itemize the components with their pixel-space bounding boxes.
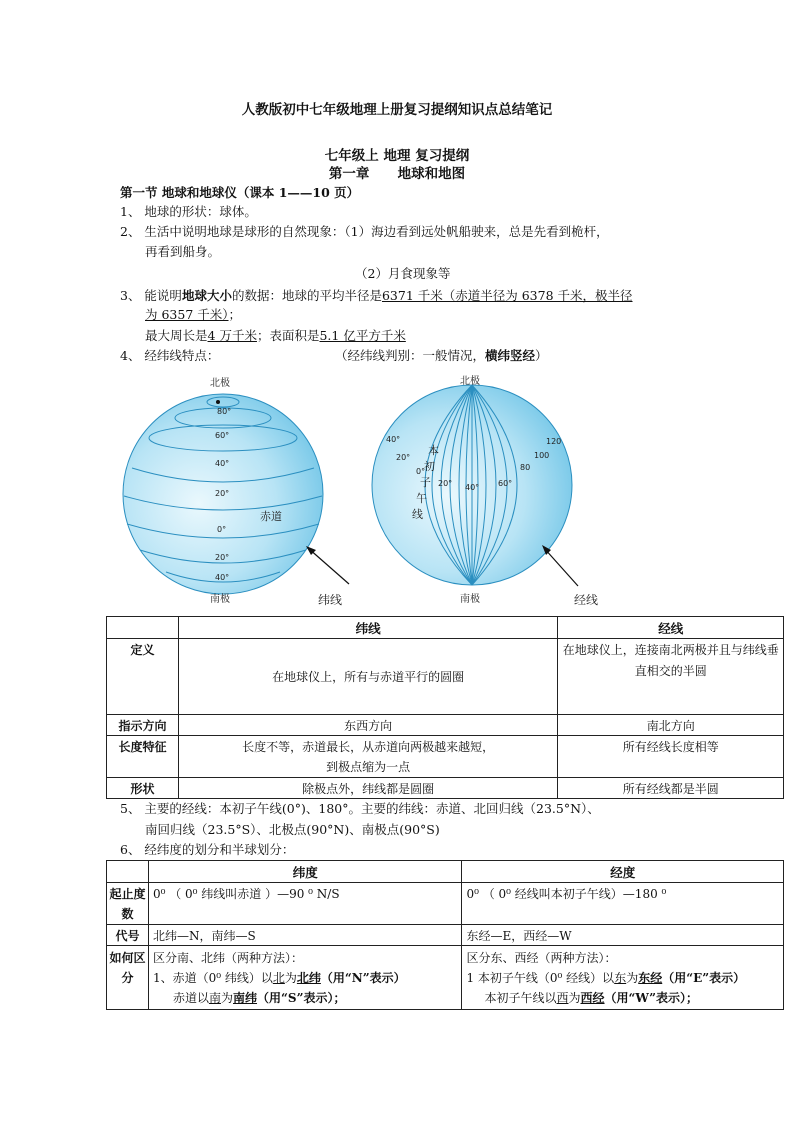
latitude-globe xyxy=(123,376,349,607)
lon-label-120e: 120 xyxy=(546,437,562,446)
item-3-circ: 4 万千米 xyxy=(207,328,257,343)
north-pole-label: 北极 xyxy=(210,378,230,389)
lat-label-60: 60° xyxy=(215,431,230,440)
lat-label-0: 0° xyxy=(217,525,227,534)
equator-label: 赤道 xyxy=(260,510,282,523)
globe-figures xyxy=(110,372,630,612)
lat-code: 北纬—N，南纬—S xyxy=(148,925,462,946)
lat-direction: 东西方向 xyxy=(178,715,558,736)
item-5-cont: 南回归线（23.5°S）、北极点(90°N)、南极点(90°S) xyxy=(145,822,440,837)
lon-label-60e: 60° xyxy=(498,479,513,488)
lat-dist-line1: 区分南、北纬（两种方法）： xyxy=(152,951,303,965)
item-3 xyxy=(120,286,633,306)
lon-label-20e: 20° xyxy=(438,479,453,488)
item-2-cont: 再看到船身。 xyxy=(145,244,221,259)
row-label-length: 长度特征 xyxy=(107,736,179,778)
table2-header-lon: 经度 xyxy=(462,861,784,883)
table1-header-lat: 纬线 xyxy=(178,617,558,639)
item-1: 1、 地球的形状：球体。 xyxy=(120,204,257,219)
row-label-distinguish: 如何区分 xyxy=(107,946,149,1010)
item-3-polar: 为 6357 千米） xyxy=(145,307,229,322)
longitude-arrow xyxy=(544,548,578,586)
row-label-direction: 指示方向 xyxy=(107,715,179,736)
south-pole-label-2: 南极 xyxy=(460,594,480,605)
row-label-shape: 形状 xyxy=(107,778,179,799)
item-6: 6、 经纬度的划分和半球划分： xyxy=(120,842,295,857)
lat-label-40s: 40° xyxy=(215,573,230,582)
item-4: 4、 经纬线特点： xyxy=(120,348,220,363)
item-3-radius: 6371 千米（赤道半径为 6378 千米，极半径 xyxy=(381,288,633,303)
table2-header-lat: 纬度 xyxy=(148,861,462,883)
table1-corner xyxy=(107,617,179,639)
lat-label-20: 20° xyxy=(215,489,230,498)
row-label-code: 代号 xyxy=(107,925,149,946)
pm-char-2: 初 xyxy=(424,460,435,473)
lon-length: 所有经线长度相等 xyxy=(558,736,784,778)
row-label-range: 起止度数 xyxy=(107,883,149,925)
table2-row-range xyxy=(107,883,784,925)
longitude-globe xyxy=(372,374,598,607)
item-4-note-bold: 横纬竖经 xyxy=(485,348,536,363)
table2-row-code xyxy=(107,925,784,946)
table1-row-definition xyxy=(107,639,784,715)
latitude-caption: 纬线 xyxy=(318,593,343,607)
lat-length: 长度不等，赤道最长，从赤道向两极越来越短，到极点缩为一点 xyxy=(178,736,558,778)
pm-char-3: 子 xyxy=(420,476,431,489)
subtitle: 七年级上 地理 复习提纲 xyxy=(324,148,470,164)
lat-lon-table xyxy=(106,616,784,799)
item-5: 5、 主要的经线：本初子午线(0°)、180°。主要的纬线：赤道、北回归线（23.5°N）、 xyxy=(120,801,600,816)
lon-dist-line2: 1 本初子午线（0⁰ 经线）以东为东经（用“E”表示） xyxy=(466,971,746,985)
lon-label-40w: 40° xyxy=(386,435,401,444)
section-heading: 第一节 地球和地球仪（课本 1——10 页） xyxy=(120,185,360,200)
item-3-size xyxy=(145,326,406,346)
item-4-note-end: ） xyxy=(535,348,548,363)
lon-label-20w: 20° xyxy=(396,453,411,462)
lat-dist-line3: 赤道以南为南纬（用“S”表示）； xyxy=(172,991,346,1005)
lon-definition: 在地球仪上，连接南北两极并且与纬线垂直相交的半圆 xyxy=(558,639,784,715)
table1-row-length xyxy=(107,736,784,778)
item-4-note-pre: （经纬线判别：一般情况， xyxy=(335,348,486,363)
lon-dist-line3: 本初子午线以西为西经（用“W”表示）； xyxy=(484,991,699,1005)
table1-header-lon: 经线 xyxy=(558,617,784,639)
north-pole-label-2: 北极 xyxy=(460,376,480,387)
item-3-prefix: 3、 能说明 xyxy=(120,288,182,303)
lat-label-40: 40° xyxy=(215,459,230,468)
item-3-area-label: ；表面积是 xyxy=(256,328,320,343)
document-title: 人教版初中七年级地理上册复习提纲知识点总结笔记 xyxy=(241,102,553,118)
lat-label-80: 80° xyxy=(217,407,232,416)
item-3-bold: 地球大小 xyxy=(181,288,232,303)
item-4-note xyxy=(335,346,548,366)
item-3-area: 5.1 亿平方千米 xyxy=(319,328,406,343)
lat-label-20s: 20° xyxy=(215,553,230,562)
lat-definition: 在地球仪上，所有与赤道平行的圆圈 xyxy=(178,639,558,715)
lon-direction: 南北方向 xyxy=(558,715,784,736)
latitude-arrow xyxy=(308,548,349,584)
pm-char-4: 午 xyxy=(416,492,427,505)
lon-code: 东经—E，西经—W xyxy=(462,925,784,946)
pm-char-1: 本 xyxy=(428,444,439,457)
table2-row-distinguish xyxy=(107,946,784,1010)
lon-label-80e: 80 xyxy=(520,463,531,472)
lat-distinguish xyxy=(148,946,462,1010)
row-label-definition: 定义 xyxy=(107,639,179,715)
table1-row-shape xyxy=(107,778,784,799)
item-2-second: （2）月食现象等 xyxy=(355,266,451,281)
item-3-mid: 的数据：地球的平均半径是 xyxy=(231,288,382,303)
item-3-end: ； xyxy=(228,307,242,322)
south-pole-label: 南极 xyxy=(210,594,230,605)
chapter-heading: 第一章 地球和地图 xyxy=(328,166,466,182)
item-3-cont xyxy=(145,305,241,325)
lon-label-0: 0° xyxy=(416,467,426,476)
lat-range: 0⁰ （ 0⁰ 纬线叫赤道 ）—90 ⁰ N/S xyxy=(148,883,462,925)
lat-shape: 除极点外，纬线都是圆圈 xyxy=(178,778,558,799)
item-3-circ-label: 最大周长是 xyxy=(145,328,208,343)
item-2: 2、 生活中说明地球是球形的自然现象：（1）海边看到远处帆船驶来，总是先看到桅杆， xyxy=(120,224,609,239)
degree-table xyxy=(106,860,784,1010)
table1-row-direction xyxy=(107,715,784,736)
lon-label-40e: 40° xyxy=(465,483,480,492)
table2-corner xyxy=(107,861,149,883)
lon-shape: 所有经线都是半圆 xyxy=(558,778,784,799)
lon-distinguish xyxy=(462,946,784,1010)
lon-range: 0⁰ （ 0⁰ 经线叫本初子午线）—180 ⁰ xyxy=(462,883,784,925)
lon-label-100e: 100 xyxy=(534,451,550,460)
lat-dist-line2: 1、赤道（0⁰ 纬线）以北为北纬（用“N”表示） xyxy=(152,971,406,985)
pm-char-5: 线 xyxy=(412,508,423,521)
longitude-caption: 经线 xyxy=(574,593,599,607)
lon-dist-line1: 区分东、西经（两种方法）： xyxy=(466,951,617,965)
